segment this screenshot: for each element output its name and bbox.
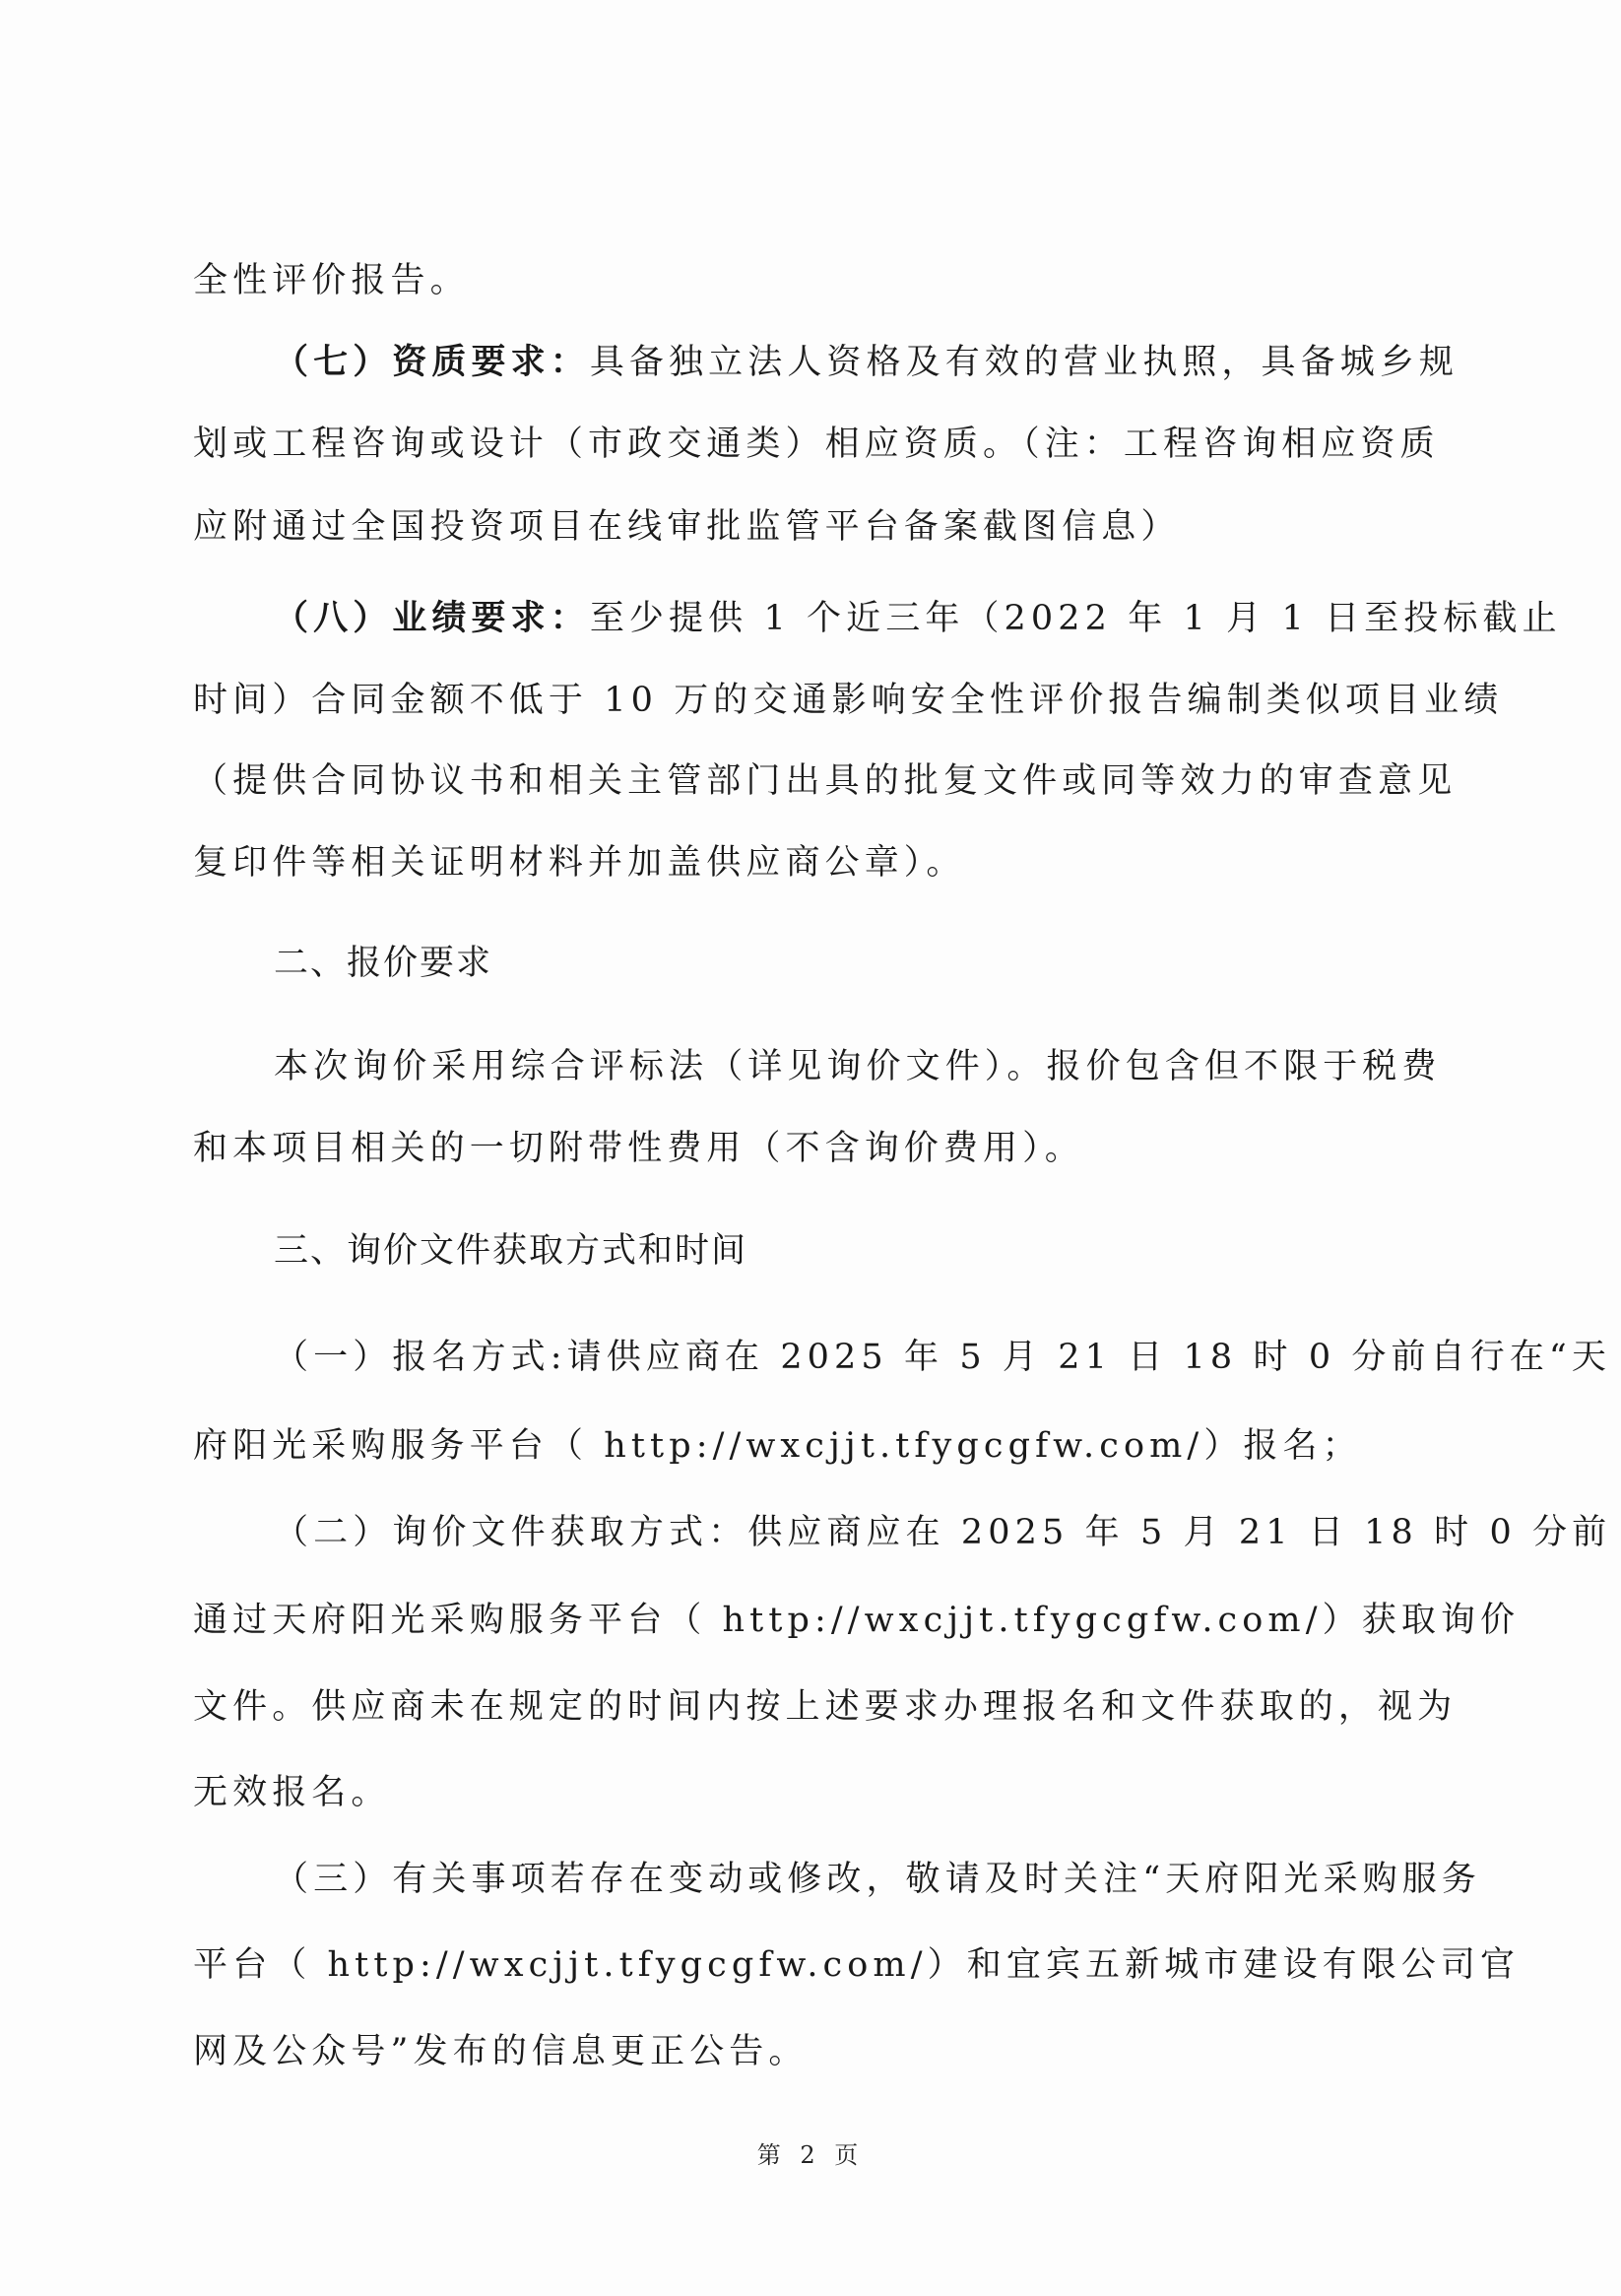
paragraph-line: （三）有关事项若存在变动或修改，敬请及时关注“天府阳光采购服务	[274, 1860, 1481, 1899]
paragraph-line: 网及公众号”发布的信息更正公告。	[193, 2032, 809, 2071]
page-number: 第 2 页	[756, 2141, 865, 2169]
paragraph-line: 府阳光采购服务平台（ http://wxcjjt.tfygcgfw.com/）报名；	[193, 1426, 1362, 1466]
paragraph-line: 和本项目相关的一切附带性费用（不含询价费用）。	[193, 1129, 1084, 1168]
paragraph-line: （八）业绩要求：至少提供 1 个近三年（2022 年 1 月 1 日至投标截止	[274, 598, 1562, 638]
performance-label: （八）业绩要求：	[274, 598, 590, 638]
paragraph-line: 全性评价报告。	[193, 261, 470, 300]
section-heading-quote: 二、报价要求	[274, 944, 493, 983]
paragraph-line: （七）资质要求：具备独立法人资格及有效的营业执照，具备城乡规	[274, 342, 1459, 382]
paragraph-line: （一）报名方式:请供应商在 2025 年 5 月 21 日 18 时 0 分前自行在“天	[274, 1338, 1612, 1377]
qualification-label: （七）资质要求：	[274, 342, 590, 382]
paragraph-line: （二）询价文件获取方式：供应商应在 2025 年 5 月 21 日 18 时 0 分前	[274, 1513, 1612, 1552]
paragraph-line: 复印件等相关证明材料并加盖供应商公章）。	[193, 843, 966, 883]
section-heading-acquisition: 三、询价文件获取方式和时间	[274, 1231, 748, 1271]
paragraph-line: 本次询价采用综合评标法（详见询价文件）。报价包含但不限于税费	[274, 1047, 1442, 1086]
paragraph-line: 应附通过全国投资项目在线审批监管平台备案截图信息）	[193, 507, 1181, 547]
paragraph-line: 平台（ http://wxcjjt.tfygcgfw.com/）和宜宾五新城市建设有限公司官	[193, 1945, 1521, 1985]
paragraph-line: 时间）合同金额不低于 10 万的交通影响安全性评价报告编制类似项目业绩	[193, 681, 1504, 720]
paragraph-line: 通过天府阳光采购服务平台（ http://wxcjjt.tfygcgfw.com/）获取询价	[193, 1601, 1521, 1640]
paragraph-line: 文件。供应商未在规定的时间内按上述要求办理报名和文件获取的，视为	[193, 1687, 1458, 1727]
paragraph-line: 划或工程咨询或设计（市政交通类）相应资质。（注：工程咨询相应资质	[193, 425, 1440, 464]
paragraph-line: （提供合同协议书和相关主管部门出具的批复文件或同等效力的审查意见	[193, 761, 1458, 801]
paragraph-line: 无效报名。	[193, 1773, 391, 1812]
